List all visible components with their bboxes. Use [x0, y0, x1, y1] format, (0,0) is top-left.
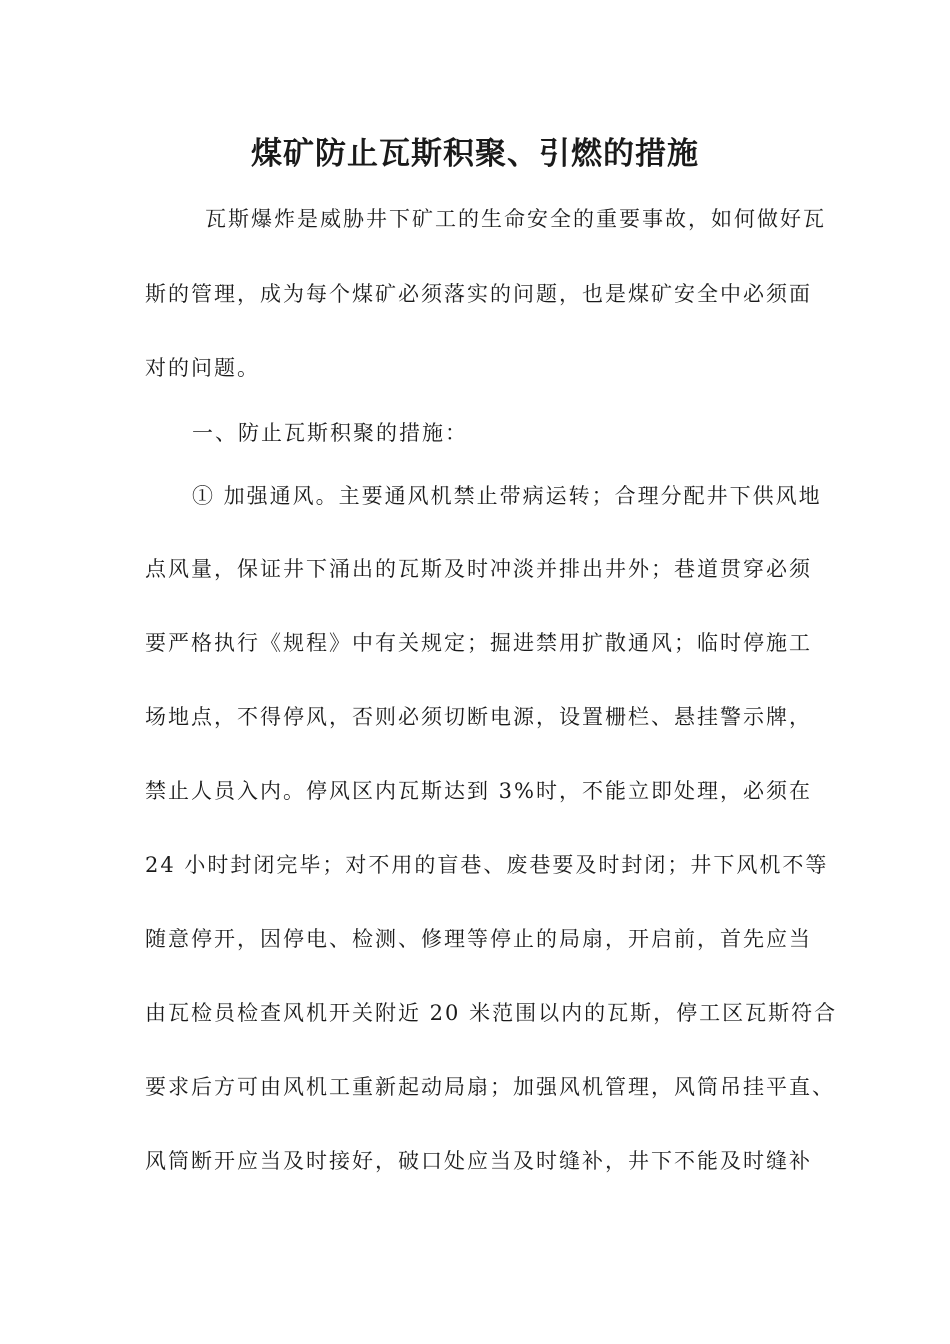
paragraph-line: 斯的管理，成为每个煤矿必须落实的问题，也是煤矿安全中必须面 — [145, 282, 812, 306]
paragraph-line: 瓦斯爆炸是威胁井下矿工的生命安全的重要事故，如何做好瓦 — [205, 207, 826, 231]
paragraph-line: 由瓦检员检查风机开关附近 20 米范围以内的瓦斯，停工区瓦斯符合 — [145, 1001, 838, 1025]
paragraph-line: 24 小时封闭完毕；对不用的盲巷、废巷要及时封闭；井下风机不等 — [145, 853, 829, 877]
paragraph-line: 对的问题。 — [145, 356, 260, 380]
paragraph-line: 禁止人员入内。停风区内瓦斯达到 3%时，不能立即处理，必须在 — [145, 779, 812, 803]
document-title: 煤矿防止瓦斯积聚、引燃的措施 — [251, 136, 699, 172]
paragraph-line: 随意停开，因停电、检测、修理等停止的局扇，开启前，首先应当 — [145, 927, 812, 951]
paragraph-line: 要求后方可由风机工重新起动局扇；加强风机管理，风筒吊挂平直、 — [145, 1075, 835, 1099]
paragraph-line: 点风量，保证井下涌出的瓦斯及时冲淡并排出井外；巷道贯穿必须 — [145, 557, 812, 581]
paragraph-line: ① 加强通风。主要通风机禁止带病运转；合理分配井下供风地 — [192, 484, 822, 508]
paragraph-line: 场地点，不得停风，否则必须切断电源，设置栅栏、悬挂警示牌， — [145, 705, 812, 729]
paragraph-line: 风筒断开应当及时接好，破口处应当及时缝补，井下不能及时缝补 — [145, 1149, 812, 1173]
paragraph-line: 要严格执行《规程》中有关规定；掘进禁用扩散通风；临时停施工 — [145, 631, 812, 655]
section-heading: 一、防止瓦斯积聚的措施： — [192, 421, 468, 445]
